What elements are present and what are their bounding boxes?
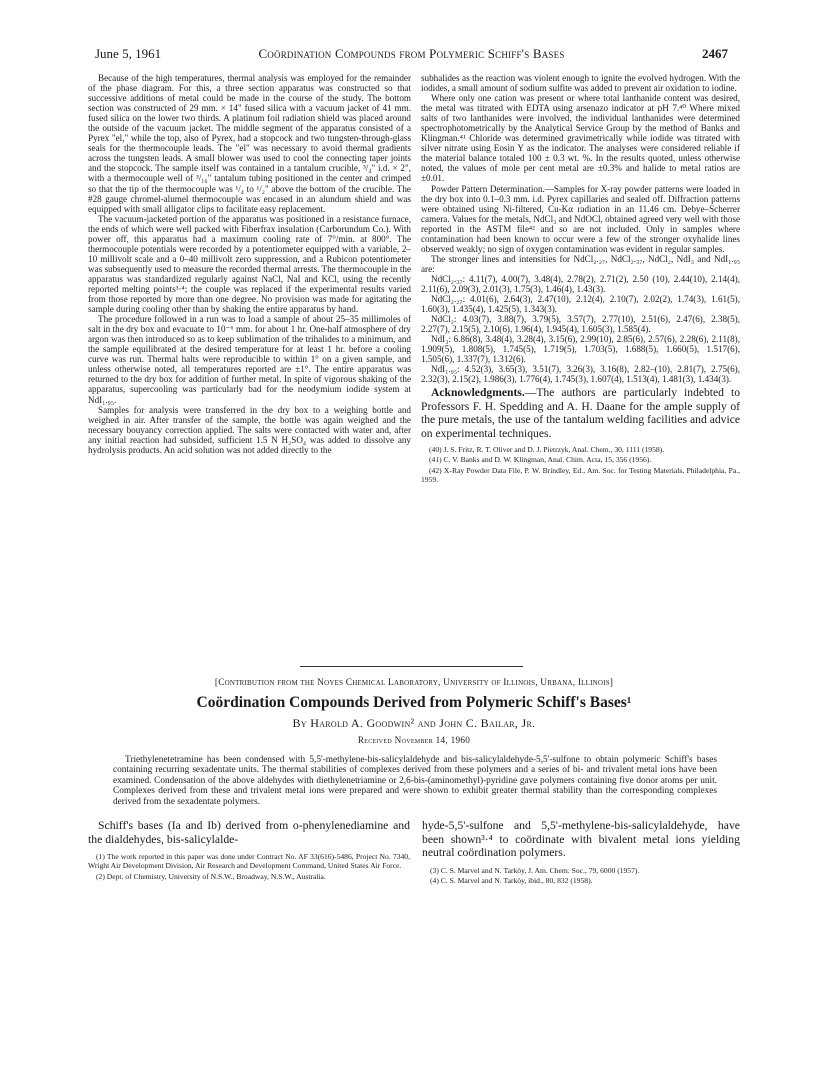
footnote: (1) The work reported in this paper was done under Contract No. AF 33(616)-5486, Project No. 7340, Wright Air Development Division, Air Research and Development Command, United States Air Force.	[88, 852, 410, 871]
paragraph: Powder Pattern Determination.—Samples for X-ray powder patterns were loaded in the dry box into 0.1–0.3 mm. i.d. Pyrex capillaries and sealed off. Diffraction patterns were obtained using Ni-filtered, Cu-Kα radiation in an 11.46 cm. Debye–Scherrer camera. Values for the metals, NdCl₃ and NdOCl, obtained agreed very well with those reported in the ASTM file⁴² and so are not included. Only in samples where contamination had been known to occur were a few of the stronger oxyhalide lines observed weakly; no sign of oxygen contamination was evident in regular samples.	[421, 183, 740, 254]
powder-data-line: NdCl₂.₂₇: 4.01(6), 2.64(3), 2.47(10), 2.12(4), 2.10(7), 2.02(2), 1.74(3), 1.61(5), 1.60(3), 1.435(4), 1.425(5), 1.343(3).	[421, 294, 740, 315]
left-text-column	[88, 73, 411, 455]
references	[421, 445, 740, 484]
acknowledgments	[421, 386, 740, 440]
reference: (41) C. V. Banks and D. W. Klingman, Anal. Chim. Acta, 15, 356 (1956).	[429, 455, 652, 465]
footnote: (4) C. S. Marvel and N. Tarköy, ibid., 80, 832 (1958).	[430, 876, 593, 886]
paragraph: Samples for analysis were transferred in the dry box to a weighing bottle and weighed in air. After transfer of the sample, the bottle was again weighed and the necessary bouyancy correction applied. The salts were contacted with water and, after any initial reaction had subsided, sufficient 1.5 N H₂SO₄ was added to dissolve any hydrolysis products. An acid solution was not added directly to the	[88, 404, 411, 455]
section-divider	[300, 666, 523, 667]
header-running-title: Coördination Compounds from Polymeric Schiff's Bases	[258, 46, 565, 61]
paragraph: The stronger lines and intensities for NdCl₂.₂₇, NdCl₂.₃₇, NdCl₂, NdI₃ and NdI₁.₉₅ are:	[421, 253, 740, 274]
running-header	[95, 46, 728, 64]
abstract: Triethylenetetramine has been condensed with 5,5'-methylene-bis-salicylaldehyde and bis-salicylaldehyde-5,5'-sulfone to obtain polymeric Schiff's bases containing recurring sexadentate units. The thermal stabilities of complexes derived from these polymers and a series of bi- and trivalent metal ions have been examined. Condensation of the above aldehydes with diethylenetriamine or 2,6-bis-(aminomethyl)-pyridine gave polymers containing five donor atoms per unit. Complexes derived from these and trivalent metal ions were prepared and were shown to exhibit greater thermal stability than the corresponding complexes derived from the sexadentate polymers.	[113, 755, 717, 807]
header-page-number: 2467	[702, 46, 728, 61]
footnotes-right	[422, 866, 740, 886]
paragraph: Because of the high temperatures, thermal analysis was employed for the remainder of the phase diagram. For this, a three section apparatus was constructed so that successive additions of metal could be made in the course of the study. The bottom section was constructed of 29 mm. × 14" fused silica with a vacuum jacket of 41 mm. fused silica on the lower two thirds. A platinum foil radiation shield was placed around the outside of the vacuum jacket. The middle segment of the apparatus consisted of a Pyrex "el," while the top, also of Pyrex, had a stopcock and two tungsten-through-glass seals for the thermocouple leads. The "el" was necessary to avoid thermal gradients across the tungsten leads. A small blower was used to cool the connecting taper joints and the stopcock. The sample itself was contained in a tantalum crucible, ³/₄" i.d. × 2", with a thermocouple well of ³/₁₆" tantalum tubing positioned in the center and crimped so that the tip of the thermocouple was ¹/₄ to ¹/₂" above the bottom of the crucible. The #28 gauge chromel-alumel thermocouple was encased in an alundum shield and was equipped with small alligator clips to facilitate easy replacement.	[88, 73, 411, 214]
footnote: (2) Dept. of Chemistry, University of N.S.W., Broadway, N.S.W., Australia.	[96, 871, 326, 881]
powder-data-line: NdI₁.₉₅: 4.52(3), 3.65(3), 3.51(7), 3.26(3), 3.16(8), 2.82–(10), 2.81(7), 2.75(6), 2.32(3), 2.15(2), 1.986(3), 1.776(4), 1.745(3), 1.607(4), 1.513(4), 1.481(3), 1.434(3).	[421, 364, 740, 385]
reference: (40) J. S. Fritz, R. T. Oliver and D. J. Pietrzyk, Anal. Chem., 30, 1111 (1958).	[429, 445, 665, 455]
reference: (42) X-Ray Powder Data File, P. W. Brindley, Ed., Am. Soc. for Testing Materials, Philadelphia, Pa., 1959.	[421, 465, 740, 484]
powder-data-line: NdI₃: 6.86(8), 3.48(4), 3.28(4), 3.15(6), 2.99(10), 2.85(6), 2.57(6), 2.28(6), 2.11(8), 1.909(5), 1.808(5), 1.745(5), 1.719(5), 1.703(5), 1.688(5), 1.660(5), 1.517(6), 1.505(6), 1.337(7), 1.312(6).	[421, 334, 740, 365]
paragraph: The procedure followed in a run was to load a sample of about 25–35 millimoles of salt in the dry box and evacuate to 10⁻⁶ mm. for about 1 hr. One-half atmosphere of dry argon was then introduced so as to keep sublimation of the trihalides to a minimum, and the sample equilibrated at the desired temperature for at least 1 hr. before a cooling curve was run. Thermal halts were reproducible to within 1° on a given sample, and unless otherwise noted, all temperatures reported are ±1°. The entire apparatus was returned to the dry box for addition of further metal. In spite of vigorous shaking of the apparatus, supercooling was particularly bad for the neodymium iodide system at NdI₁.₉₅.	[88, 314, 411, 405]
right-text-column	[421, 73, 740, 485]
footnotes-left	[88, 852, 410, 881]
acknowledgments-heading: Acknowledgments.	[431, 386, 525, 400]
powder-data-line: NdCl₂: 4.03(7), 3.88(7), 3.79(5), 3.57(7), 2.77(10), 2.51(6), 2.47(6), 2.38(5), 2.27(7), 2.15(5), 2.10(6), 1.96(4), 1.945(4), 1.605(3), 1.585(4).	[421, 314, 740, 335]
footnote: (3) C. S. Marvel and N. Tarköy, J. Am. Chem. Soc., 79, 6000 (1957).	[430, 865, 640, 875]
paragraph: Where only one cation was present or where total lanthanide content was desired, the metal was titrated with EDTA using arsenazo indicator at pH 7.⁴⁰ Where mixed salts of two lanthanides were involved, the individual lanthanides were determined spectrophotometrically by the Analytical Service Group by the method of Banks and Klingman.⁴¹ Chloride was determined gravimetrically while iodide was titrated with silver nitrate using Eosin Y as the indicator. The analyses were considered reliable if the material balance totaled 100 ± 0.3 wt. %. In the results quoted, unless otherwise noted, the values of mole per cent metal are ±0.3% and halide to metal ratios are ±0.01.	[421, 93, 740, 184]
body-paragraph: Schiff's bases (Ia and Ib) derived from o-phenylenediamine and the dialdehydes, bis-salicylalde-	[88, 819, 410, 846]
article-authors: By Harold A. Goodwin² and John C. Bailar, Jr.	[292, 716, 536, 730]
paragraph: The vacuum-jacketed portion of the apparatus was positioned in a resistance furnace, the ends of which were well packed with Fiberfrax insulation (Carborundum Co.). With power off, this apparatus had a maximum cooling rate of 7°/min. at 800°. The thermocouple potentials were recorded by a potentiometer equipped with a variable, 2–10 millivolt scale and a 0–40 millivolt zero suppression, and a Rubicon potentiometer was subsequently used to measure the recorded thermal arrests. The thermocouple in the apparatus was standardized regularly against NaCl, NaI and KCl, using the recently reported melting points³·⁴; the couple was replaced if the experimental results varied from those reported by more than one degree. No provision was made for agitating the sample during cooling other than by shaking the entire apparatus by hand.	[88, 213, 411, 315]
acknowledgments-text: —The authors are particularly indebted to Professors F. H. Spedding and A. H. Daane for the ample supply of the pure metals, the use of the tantalum welding facilities and advice on experimental techniques.	[421, 386, 740, 440]
article-body-right	[422, 819, 740, 886]
header-date: June 5, 1961	[95, 46, 162, 61]
powder-data-line: NdCl₂.₃₇: 4.11(7), 4.00(7), 3.48(4), 2.78(2), 2.71(2), 2.50 (10), 2.44(10), 2.14(4), 2.11(6), 2.09(3), 2.01(3), 1.75(3), 1.46(4), 1.43(3).	[421, 273, 740, 294]
article-body-left	[88, 819, 410, 882]
paragraph: subhalides as the reaction was violent enough to ignite the evolved hydrogen. With the iodides, a small amount of sodium sulfite was added to prevent air oxidation to iodine.	[421, 73, 740, 94]
article-title: Coördination Compounds Derived from Polymeric Schiff's Bases¹	[196, 694, 632, 711]
contribution-line: [Contribution from the Noyes Chemical Laboratory, University of Illinois, Urbana, Illinois]	[214, 678, 614, 688]
received-date: Received November 14, 1960	[357, 735, 471, 745]
body-paragraph: hyde-5,5'-sulfone and 5,5'-methylene-bis-salicylaldehyde, have been shown³·⁴ to coördinate with bivalent metal ions yielding neutral coördination polymers.	[422, 819, 740, 860]
